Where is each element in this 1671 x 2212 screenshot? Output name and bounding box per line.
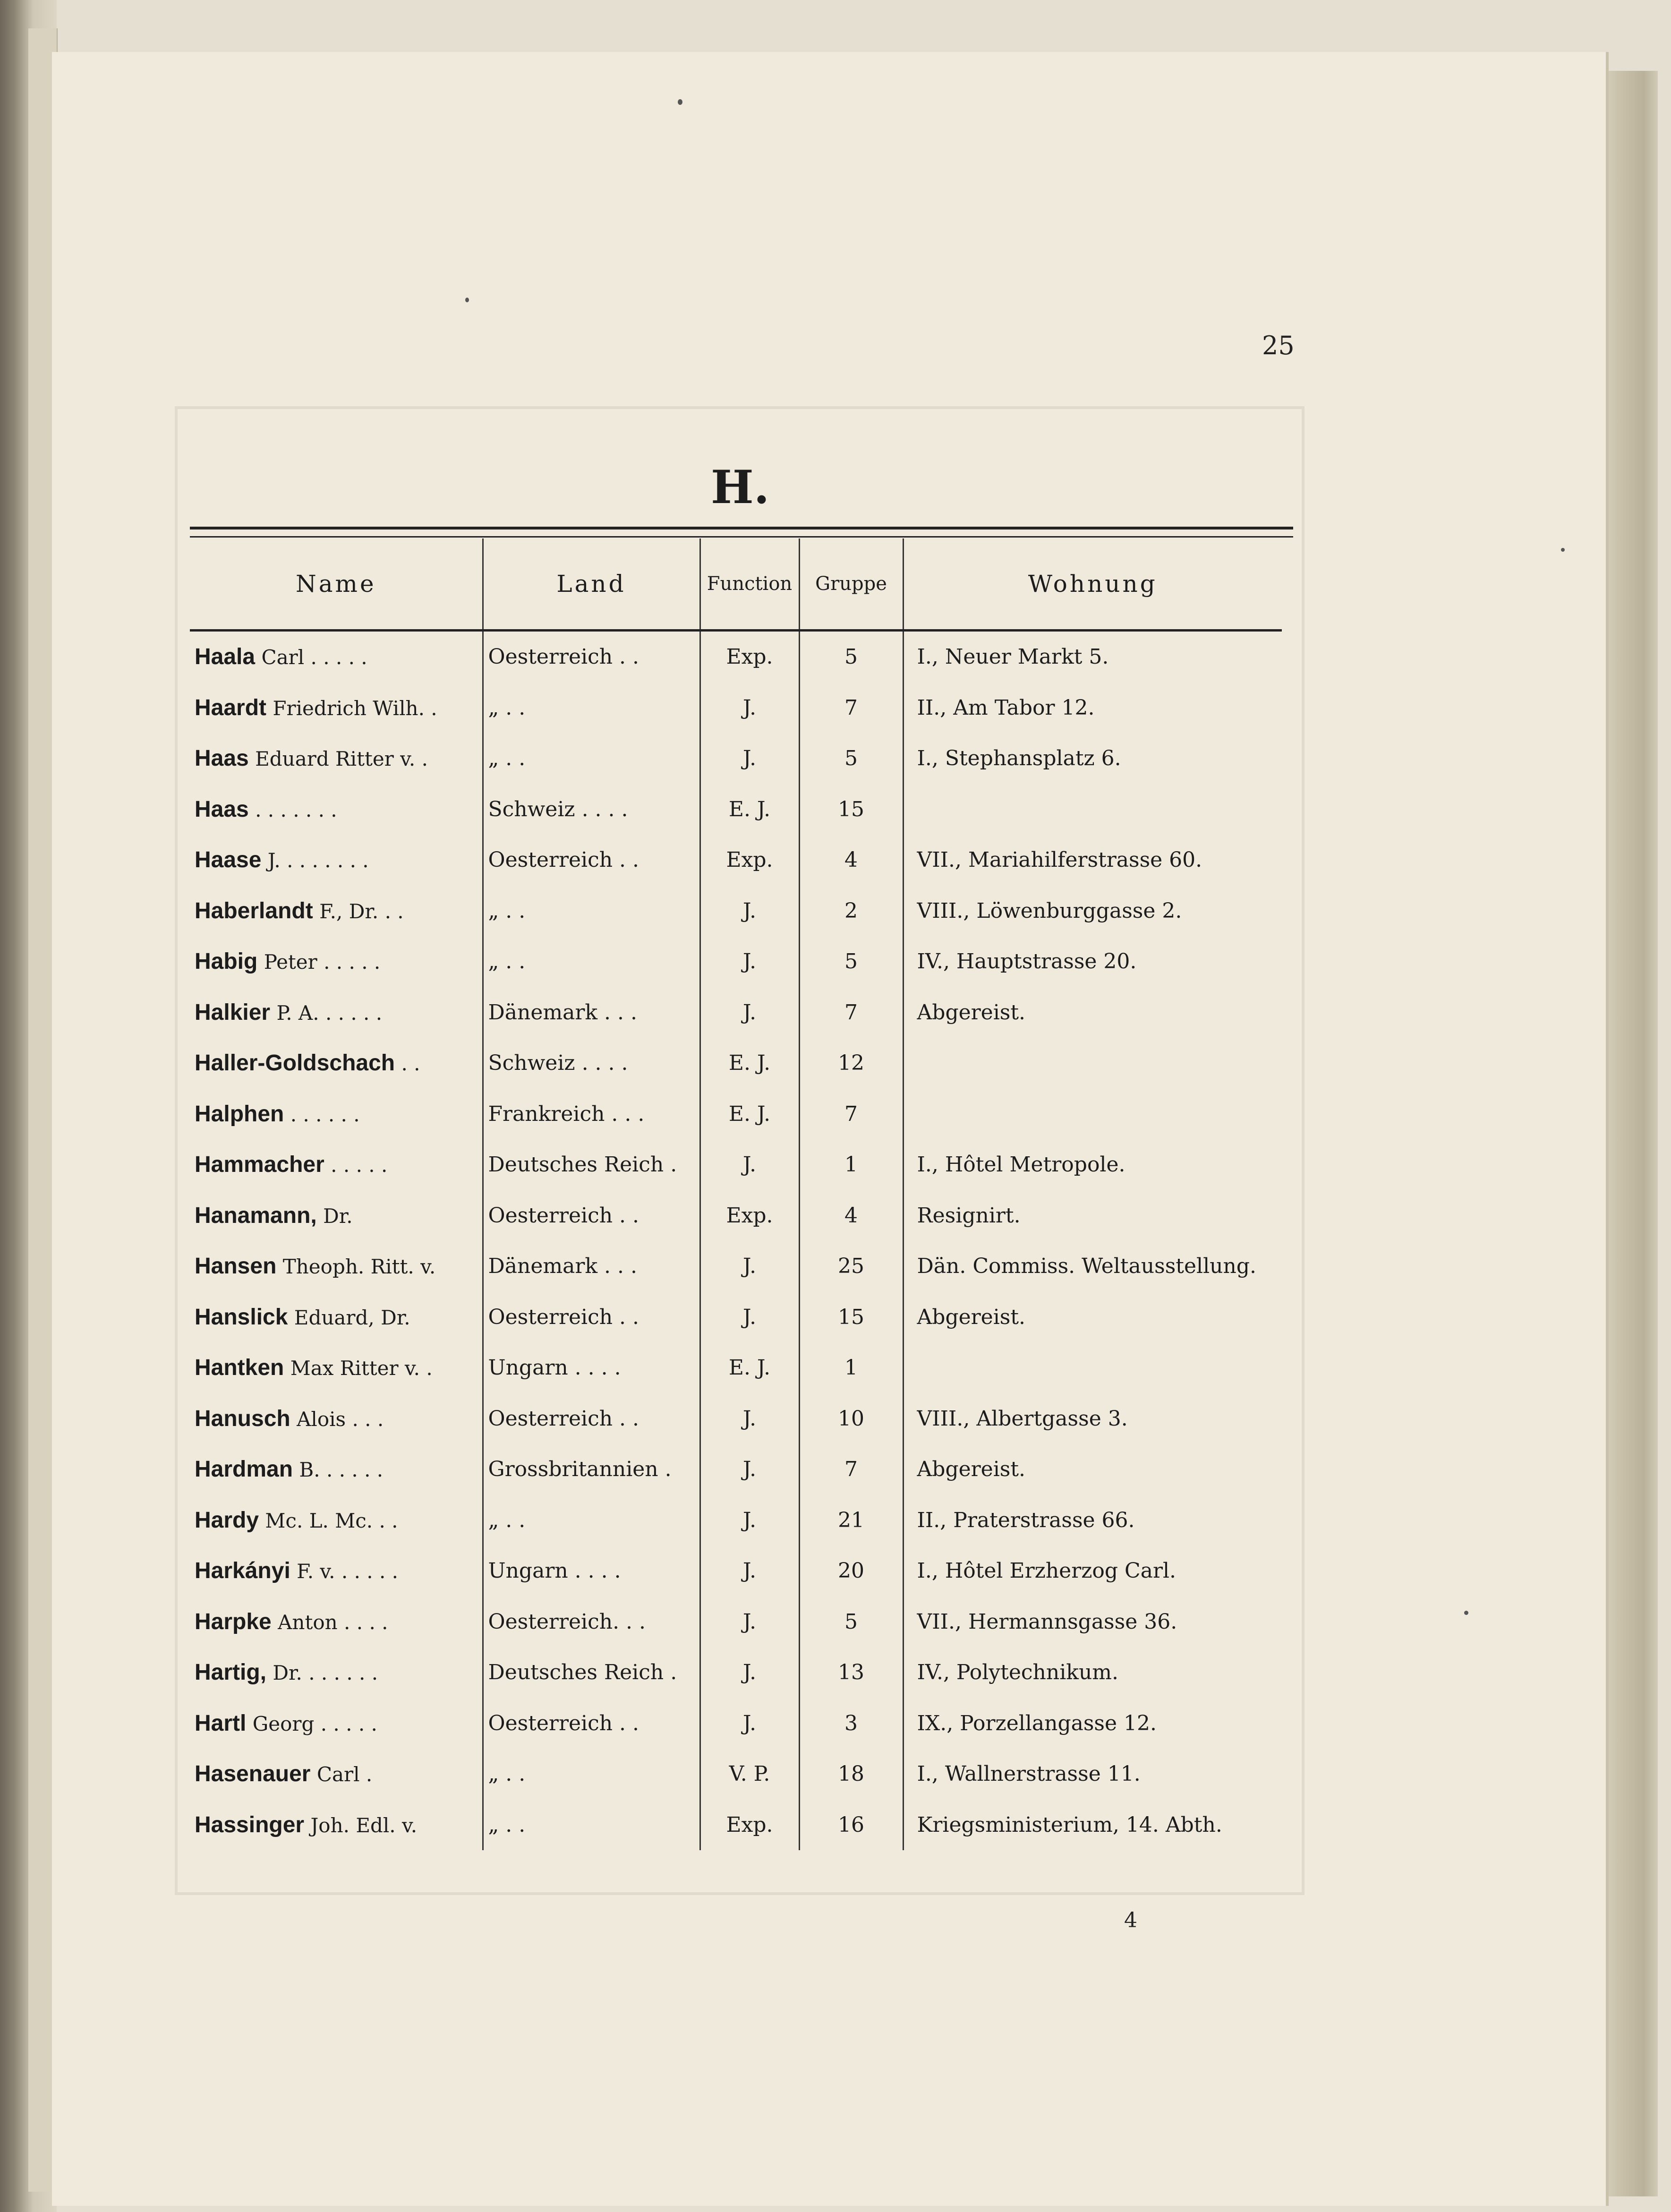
cell-function: J.	[700, 936, 799, 987]
cell-wohnung: IV., Polytechnikum.	[917, 1660, 1118, 1685]
given-name: Alois	[290, 1407, 346, 1431]
surname: Hantken	[195, 1355, 284, 1381]
cell-function: Exp.	[700, 835, 799, 886]
cell-function: J.	[700, 1393, 799, 1444]
cell-name	[190, 1698, 483, 1749]
dot-leader: .	[424, 696, 437, 720]
cell-gruppe: 25	[799, 1241, 903, 1292]
surname: Harpke	[195, 1609, 272, 1634]
cell-function: J.	[700, 1597, 799, 1648]
paper-speck	[1464, 1611, 1468, 1615]
table-row	[190, 784, 1282, 835]
cell-name	[190, 987, 483, 1038]
cell-gruppe: 7	[799, 987, 903, 1038]
cell-gruppe: 7	[799, 1089, 903, 1140]
cell-land: „ . .	[483, 1800, 700, 1851]
table-row	[190, 1444, 1282, 1495]
cell-name	[190, 1342, 483, 1393]
cell-gruppe: 18	[799, 1749, 903, 1800]
table-row	[190, 1089, 1282, 1140]
page-number: 25	[1262, 331, 1295, 360]
table-row	[190, 936, 1282, 987]
table-row	[190, 1698, 1282, 1749]
given-name: B.	[293, 1458, 320, 1482]
cell-gruppe: 7	[799, 683, 903, 734]
cell-name	[190, 1597, 483, 1648]
given-name: Joh. Edl. v.	[304, 1813, 418, 1837]
surname: Haberlandt	[195, 898, 313, 923]
cell-wohnung: I., Hôtel Metropole.	[917, 1153, 1125, 1177]
surname: Halphen	[195, 1101, 284, 1127]
cell-name	[190, 1647, 483, 1698]
cell-function: E. J.	[700, 1089, 799, 1140]
table-row	[190, 1800, 1282, 1851]
table-row	[190, 1342, 1282, 1393]
cell-wohnung: Kriegsministerium, 14. Abth.	[917, 1812, 1222, 1837]
cell-name	[190, 1139, 483, 1190]
dot-leader: . . . . . . .	[248, 798, 337, 821]
cell-land: Dänemark . . .	[483, 1241, 700, 1292]
cell-function: J.	[700, 1546, 799, 1597]
given-name: Anton	[271, 1610, 338, 1634]
cell-land: Schweiz . . . .	[483, 784, 700, 835]
cell-wohnung: Abgereist.	[917, 1457, 1026, 1482]
table-row	[190, 1038, 1282, 1089]
cell-gruppe: 5	[799, 936, 903, 987]
dot-leader: . . . . .	[314, 1712, 377, 1735]
dot-leader: . . . . .	[335, 1560, 399, 1583]
cell-land: Frankreich . . .	[483, 1089, 700, 1140]
cell-gruppe: 1	[799, 1342, 903, 1393]
cell-land: „ . .	[483, 733, 700, 784]
cell-land: Oesterreich . .	[483, 1698, 700, 1749]
surname: Hanusch	[195, 1406, 290, 1431]
cell-wohnung: I., Hôtel Erzherzog Carl.	[917, 1559, 1177, 1583]
cell-name	[190, 1241, 483, 1292]
table-top-rule	[190, 527, 1293, 538]
cell-land: „ . .	[483, 1495, 700, 1546]
cell-name	[190, 1546, 483, 1597]
given-name: Dr.	[316, 1204, 353, 1228]
cell-function: E. J.	[700, 784, 799, 835]
cell-land: Oesterreich. . .	[483, 1597, 700, 1648]
cell-function: Exp.	[700, 1800, 799, 1851]
dot-leader: . .	[378, 899, 404, 923]
cell-gruppe: 21	[799, 1495, 903, 1546]
surname: Hartl	[195, 1710, 247, 1736]
cell-wohnung: VIII., Albertgasse 3.	[917, 1406, 1128, 1431]
cell-function: J.	[700, 1495, 799, 1546]
given-name: Peter	[257, 950, 317, 974]
cell-land: „ . .	[483, 886, 700, 937]
dot-leader: . . . . . .	[284, 1102, 360, 1126]
cell-land: Oesterreich . .	[483, 1393, 700, 1444]
cell-name	[190, 835, 483, 886]
cell-gruppe: 12	[799, 1038, 903, 1089]
cell-name	[190, 1444, 483, 1495]
surname: Haller-Goldschach	[195, 1050, 395, 1076]
table-row	[190, 1597, 1282, 1648]
cell-gruppe: 15	[799, 1292, 903, 1343]
table-row	[190, 1749, 1282, 1800]
given-name: Max Ritter v.	[284, 1357, 420, 1380]
cell-name	[190, 1495, 483, 1546]
dot-leader: . . . . .	[317, 950, 381, 974]
header-land: Land	[483, 538, 700, 631]
cell-function: E. J.	[700, 1342, 799, 1393]
surname: Hasenauer	[195, 1761, 311, 1787]
cell-gruppe: 1	[799, 1139, 903, 1190]
cell-name	[190, 631, 483, 683]
cell-land: Schweiz . . . .	[483, 1038, 700, 1089]
cell-function: J.	[700, 1241, 799, 1292]
dot-leader: . .	[395, 1052, 420, 1076]
cell-gruppe: 7	[799, 1444, 903, 1495]
cell-land: Ungarn . . . .	[483, 1342, 700, 1393]
register-table	[190, 538, 1282, 1850]
dot-leader: .	[359, 1763, 373, 1786]
cell-wohnung: VII., Mariahilferstrasse 60.	[917, 848, 1202, 872]
paper-speck	[1561, 548, 1565, 552]
cell-gruppe: 2	[799, 886, 903, 937]
cell-gruppe: 5	[799, 1597, 903, 1648]
dot-leader: .	[415, 747, 428, 771]
surname: Haardt	[195, 695, 267, 720]
cell-gruppe: 3	[799, 1698, 903, 1749]
cell-name	[190, 1292, 483, 1343]
table-row	[190, 1393, 1282, 1444]
cell-function: J.	[700, 987, 799, 1038]
cell-wohnung: IX., Porzellangasse 12.	[917, 1711, 1157, 1735]
table-row	[190, 631, 1282, 683]
cell-gruppe: 16	[799, 1800, 903, 1851]
surname: Halkier	[195, 999, 271, 1025]
header-function: Function	[700, 538, 799, 631]
dot-leader: . . . . . .	[302, 1661, 378, 1685]
surname: Hartig,	[195, 1660, 267, 1685]
cell-name	[190, 886, 483, 937]
surname: Haase	[195, 847, 262, 873]
cell-wohnung: VIII., Löwenburggasse 2.	[917, 898, 1182, 923]
cell-name	[190, 683, 483, 734]
cell-function: J.	[700, 1647, 799, 1698]
dot-leader: . . . .	[337, 1610, 388, 1634]
cell-function: J.	[700, 1292, 799, 1343]
cell-wohnung	[903, 1089, 1282, 1140]
cell-wohnung: I., Neuer Markt 5.	[917, 645, 1109, 669]
cell-name	[190, 1749, 483, 1800]
paper-speck	[678, 99, 682, 105]
signature-mark: 4	[1124, 1908, 1137, 1932]
cell-gruppe: 15	[799, 784, 903, 835]
page-stack-edge	[1606, 71, 1658, 2196]
cell-land: Grossbritannien .	[483, 1444, 700, 1495]
cell-function: J.	[700, 1139, 799, 1190]
given-name: F., Dr.	[313, 899, 379, 923]
header-gruppe: Gruppe	[799, 538, 903, 631]
surname: Haas	[195, 796, 249, 822]
table-row	[190, 987, 1282, 1038]
given-name: Eduard, Dr.	[288, 1306, 410, 1329]
cell-name	[190, 1800, 483, 1851]
table-row	[190, 733, 1282, 784]
cell-wohnung: II., Praterstrasse 66.	[917, 1508, 1135, 1532]
table-row	[190, 1190, 1282, 1241]
cell-wohnung: Dän. Commiss. Weltausstellung.	[917, 1254, 1256, 1279]
cell-land: Oesterreich . .	[483, 631, 700, 683]
cell-function: J.	[700, 1444, 799, 1495]
cell-name	[190, 1190, 483, 1241]
dot-leader: . .	[373, 1509, 398, 1532]
cell-wohnung: II., Am Tabor 12.	[917, 695, 1095, 720]
cell-function: J.	[700, 683, 799, 734]
cell-wohnung	[903, 784, 1282, 835]
given-name: J.	[261, 849, 281, 872]
cell-name	[190, 936, 483, 987]
table-row	[190, 1495, 1282, 1546]
cell-gruppe: 5	[799, 631, 903, 683]
dot-leader: . . . . .	[319, 1001, 383, 1025]
surname: Hammacher	[195, 1152, 324, 1178]
cell-gruppe: 4	[799, 835, 903, 886]
cell-name	[190, 733, 483, 784]
table-header-row	[190, 538, 1282, 631]
dot-leader: . . . . .	[304, 646, 367, 669]
cell-gruppe: 4	[799, 1190, 903, 1241]
cell-function: J.	[700, 886, 799, 937]
cell-land: „ . .	[483, 1749, 700, 1800]
cell-wohnung: Resignirt.	[917, 1203, 1021, 1228]
dot-leader: .	[420, 1357, 433, 1380]
cell-function: Exp.	[700, 631, 799, 683]
surname: Hanslick	[195, 1304, 288, 1330]
given-name: Carl	[255, 646, 305, 669]
cell-function: V. P.	[700, 1749, 799, 1800]
cell-name	[190, 1038, 483, 1089]
given-name: Georg	[246, 1712, 315, 1735]
cell-land: „ . .	[483, 683, 700, 734]
table-row	[190, 886, 1282, 937]
dot-leader: . . . . .	[324, 1153, 388, 1177]
given-name: Carl	[310, 1763, 360, 1786]
cell-land: Deutsches Reich .	[483, 1647, 700, 1698]
cell-function: Exp.	[700, 1190, 799, 1241]
cell-wohnung: Abgereist.	[917, 1000, 1026, 1025]
surname: Haas	[195, 746, 249, 771]
cell-gruppe: 10	[799, 1393, 903, 1444]
surname: Haala	[195, 644, 256, 670]
given-name: Eduard Ritter v.	[248, 747, 416, 771]
surname: Hardman	[195, 1457, 293, 1482]
given-name: F. v.	[290, 1560, 335, 1583]
dot-leader: . . .	[346, 1407, 384, 1431]
cell-wohnung: VII., Hermannsgasse 36.	[917, 1609, 1177, 1634]
cell-wohnung: I., Stephansplatz 6.	[917, 746, 1121, 771]
given-name: Theoph. Ritt. v.	[276, 1255, 436, 1279]
cell-wohnung: IV., Hauptstrasse 20.	[917, 949, 1137, 974]
table-row	[190, 1139, 1282, 1190]
table-row	[190, 683, 1282, 734]
cell-name	[190, 1393, 483, 1444]
cell-land: Dänemark . . .	[483, 987, 700, 1038]
dot-leader: . . . . . . .	[280, 849, 369, 872]
cell-land: Oesterreich . .	[483, 835, 700, 886]
cell-function: J.	[700, 733, 799, 784]
header-wohnung: Wohnung	[903, 538, 1282, 631]
given-name: Friedrich Wilh.	[266, 696, 425, 720]
cell-function: E. J.	[700, 1038, 799, 1089]
surname: Hansen	[195, 1254, 277, 1279]
cell-wohnung: I., Wallnerstrasse 11.	[917, 1762, 1141, 1786]
cell-land: Ungarn . . . .	[483, 1546, 700, 1597]
paper-speck	[465, 298, 469, 302]
surname: Harkányi	[195, 1558, 290, 1584]
table-row	[190, 1292, 1282, 1343]
surname: Habig	[195, 949, 258, 974]
given-name: Mc. L. Mc.	[259, 1509, 373, 1532]
cell-land: Oesterreich . .	[483, 1292, 700, 1343]
cell-function: J.	[700, 1698, 799, 1749]
surname: Hanamann,	[195, 1203, 317, 1228]
cell-wohnung	[903, 1038, 1282, 1089]
header-name: Name	[190, 538, 483, 631]
surname: Hardy	[195, 1507, 259, 1533]
cell-name	[190, 1089, 483, 1140]
section-letter: H.	[711, 461, 770, 514]
table-row	[190, 835, 1282, 886]
cell-name	[190, 784, 483, 835]
cell-land: Oesterreich . .	[483, 1190, 700, 1241]
table-row	[190, 1546, 1282, 1597]
cell-gruppe: 5	[799, 733, 903, 784]
cell-wohnung: Abgereist.	[917, 1305, 1026, 1329]
cell-wohnung	[903, 1342, 1282, 1393]
given-name: Dr.	[266, 1661, 302, 1685]
given-name: P. A.	[270, 1001, 319, 1025]
cell-gruppe: 13	[799, 1647, 903, 1698]
cell-gruppe: 20	[799, 1546, 903, 1597]
table-row	[190, 1647, 1282, 1698]
table-row	[190, 1241, 1282, 1292]
cell-land: „ . .	[483, 936, 700, 987]
dot-leader: . . . . .	[320, 1458, 384, 1482]
cell-land: Deutsches Reich .	[483, 1139, 700, 1190]
surname: Hassinger	[195, 1812, 305, 1837]
